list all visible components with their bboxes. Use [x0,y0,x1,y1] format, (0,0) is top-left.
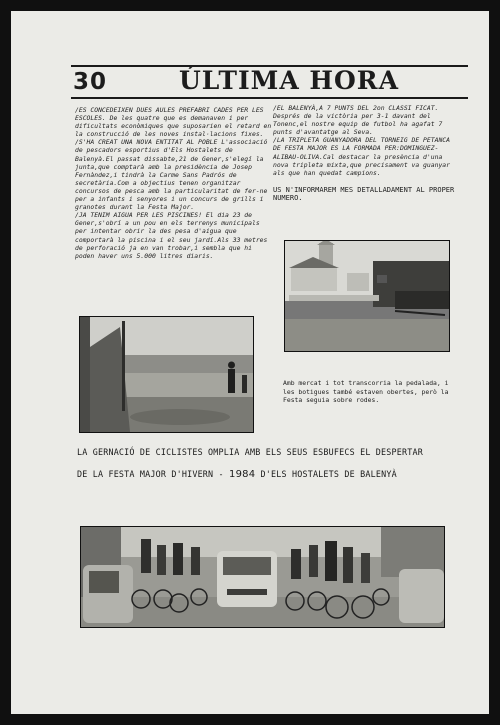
headline-line-1: LA GERNACIÓ DE CICLISTES OMPLIA AMB ELS SEUS ESBUFECS EL DESPERTAR [77,447,423,457]
news-item-pool-water: /JA TENIM AIGUA PER LES PISCINES! El dia 23 de Gener,s'obrí a un pou en els terrenys municipals per intentar obrir la des pesa d'aigua que comportarà la piscina i el seu jardí.Als 33 metres de perforació ja en van trobar,i sembla que hi poden haver uns 5.000 litres diaris. [75,211,268,260]
news-column-left [75,106,273,260]
headline-line-2 [77,469,477,480]
news-column-right [273,104,461,203]
headline-line-2-prefix: DE LA FESTA MAJOR D'HIVERN - [77,469,230,479]
news-item-football: /EL BALENYÀ,A 7 PUNTS DEL 2on CLASSI FICAT. Després de la victòria per 3-1 davant del Tonenc,el nostre equip de futbol ha agafat 7 punts d'avantatge al Seva. [273,104,443,137]
news-note-more-info: US N'INFORMAREM MES DETALLADAMENT AL PROPER NUMERO. [273,185,455,203]
photo-village-church [284,240,450,352]
headline-year: 1984 [229,469,256,480]
newspaper-page [11,11,489,714]
header-rule-bottom [71,97,468,99]
news-item-fishing-association: /S'HA CREAT UNA NOVA ENTITAT AL POBLE L'associació de pescadors esportius d'Els Hostalets de Balenyà.El passat dissabte,21 de Gener,s'elegí la junta,que comptarà amb la presidència de Josep Fernàndez,i tindrà la Carme Sans Padrós de secretària.Com a objectius tenen organitzar concursos de pesca amb la particularitat de fer-ne per a infants i senyores i un concurs de grills i granotes durant la Festa Major. [75,138,268,212]
photo-well-drilling-field [79,316,254,433]
page-number: 30 [73,69,108,95]
section-title: ÚLTIMA HORA [179,66,399,95]
news-item-petanca: /LA TRIPLETA GUANYADORA DEL TORNEIG DE PETANCA DE FESTA MAJOR ES LA FORMADA PER:DOMINGUEZ-ALIBAU-OLIVA.Cal destacar la presència d'una nova tripleta mixta,que precisament va guanyar als que han quedat campions. [273,136,450,177]
headline-line-2-suffix: D'ELS HOSTALETS DE BALENYÀ [255,469,397,479]
news-item-classrooms: /ES CONCEDEIXEN DUES AULES PREFABRI CADES PER LES ESCOLES. De les quatre que es demanaven i per dificultats econòmiques que suposarien el retard en la construcció de les noves instal·lacions fixes. [75,106,272,139]
photo-caption: Amb mercat i tot transcorria la pedalada, i les botigues també estaven obertes, però la Festa seguia sobre rodes. [283,379,449,405]
photo-cyclists-street [80,526,445,628]
